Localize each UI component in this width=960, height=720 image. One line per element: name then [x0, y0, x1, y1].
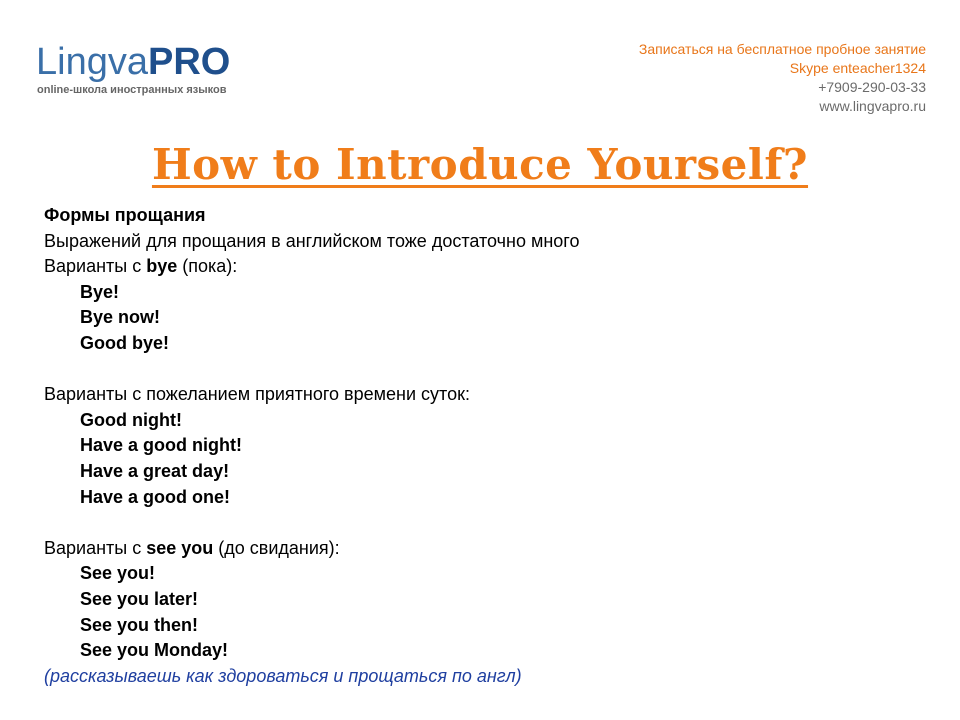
bye-keyword: bye — [146, 256, 178, 277]
phrase-good-bye: Good bye! — [80, 332, 169, 353]
phrase-have-great-day: Have a great day! — [80, 460, 230, 481]
website-link[interactable]: www.lingvapro.ru — [819, 98, 926, 114]
phone-number: +7909-290-03-33 — [818, 79, 926, 95]
logo-pro-text: PRO — [147, 41, 231, 83]
phrase-see-you-later: See you later! — [80, 588, 199, 609]
phrase-bye: Bye! — [80, 281, 120, 302]
bye-variants-label — [44, 254, 579, 280]
intro-description: Выражений для прощания в английском тоже достаточно много — [44, 230, 580, 251]
logo-subtitle: online-школа иностранных языков — [37, 84, 227, 96]
see-you-keyword: see you — [146, 537, 214, 558]
phrase-have-good-night: Have a good night! — [80, 435, 242, 456]
phrase-see-you: See you! — [80, 563, 156, 584]
page-title: How to Introduce Yourself? — [151, 140, 809, 189]
spacer — [44, 357, 579, 383]
phrase-see-you-monday: See you Monday! — [80, 640, 229, 661]
bye-label-prefix: Варианты с — [44, 256, 147, 277]
see-you-label-prefix: Варианты с — [44, 537, 147, 558]
logo-lingva-text: Lingva — [36, 41, 148, 83]
time-variants-label: Варианты с пожеланием приятного времени суток: — [44, 384, 470, 405]
phrase-have-good-one: Have a good one! — [80, 486, 231, 507]
phrase-bye-now: Bye now! — [80, 307, 161, 328]
see-you-label-suffix: (до свидания): — [213, 537, 340, 558]
lingvapro-logo — [36, 42, 230, 96]
lesson-content — [44, 203, 579, 689]
signup-text: Записаться на бесплатное пробное занятие — [638, 41, 926, 57]
spacer — [44, 510, 579, 536]
skype-contact: Skype enteacher1324 — [789, 60, 926, 76]
contact-info — [639, 40, 926, 116]
footer-note: (рассказываешь как здороваться и прощаться по англ) — [44, 665, 522, 686]
bye-label-suffix: (пока): — [177, 256, 238, 277]
phrase-see-you-then: See you then! — [80, 614, 199, 635]
section-heading: Формы прощания — [44, 205, 206, 225]
phrase-good-night: Good night! — [80, 409, 182, 430]
logo-wordmark — [36, 42, 230, 82]
see-you-variants-label — [44, 536, 579, 562]
